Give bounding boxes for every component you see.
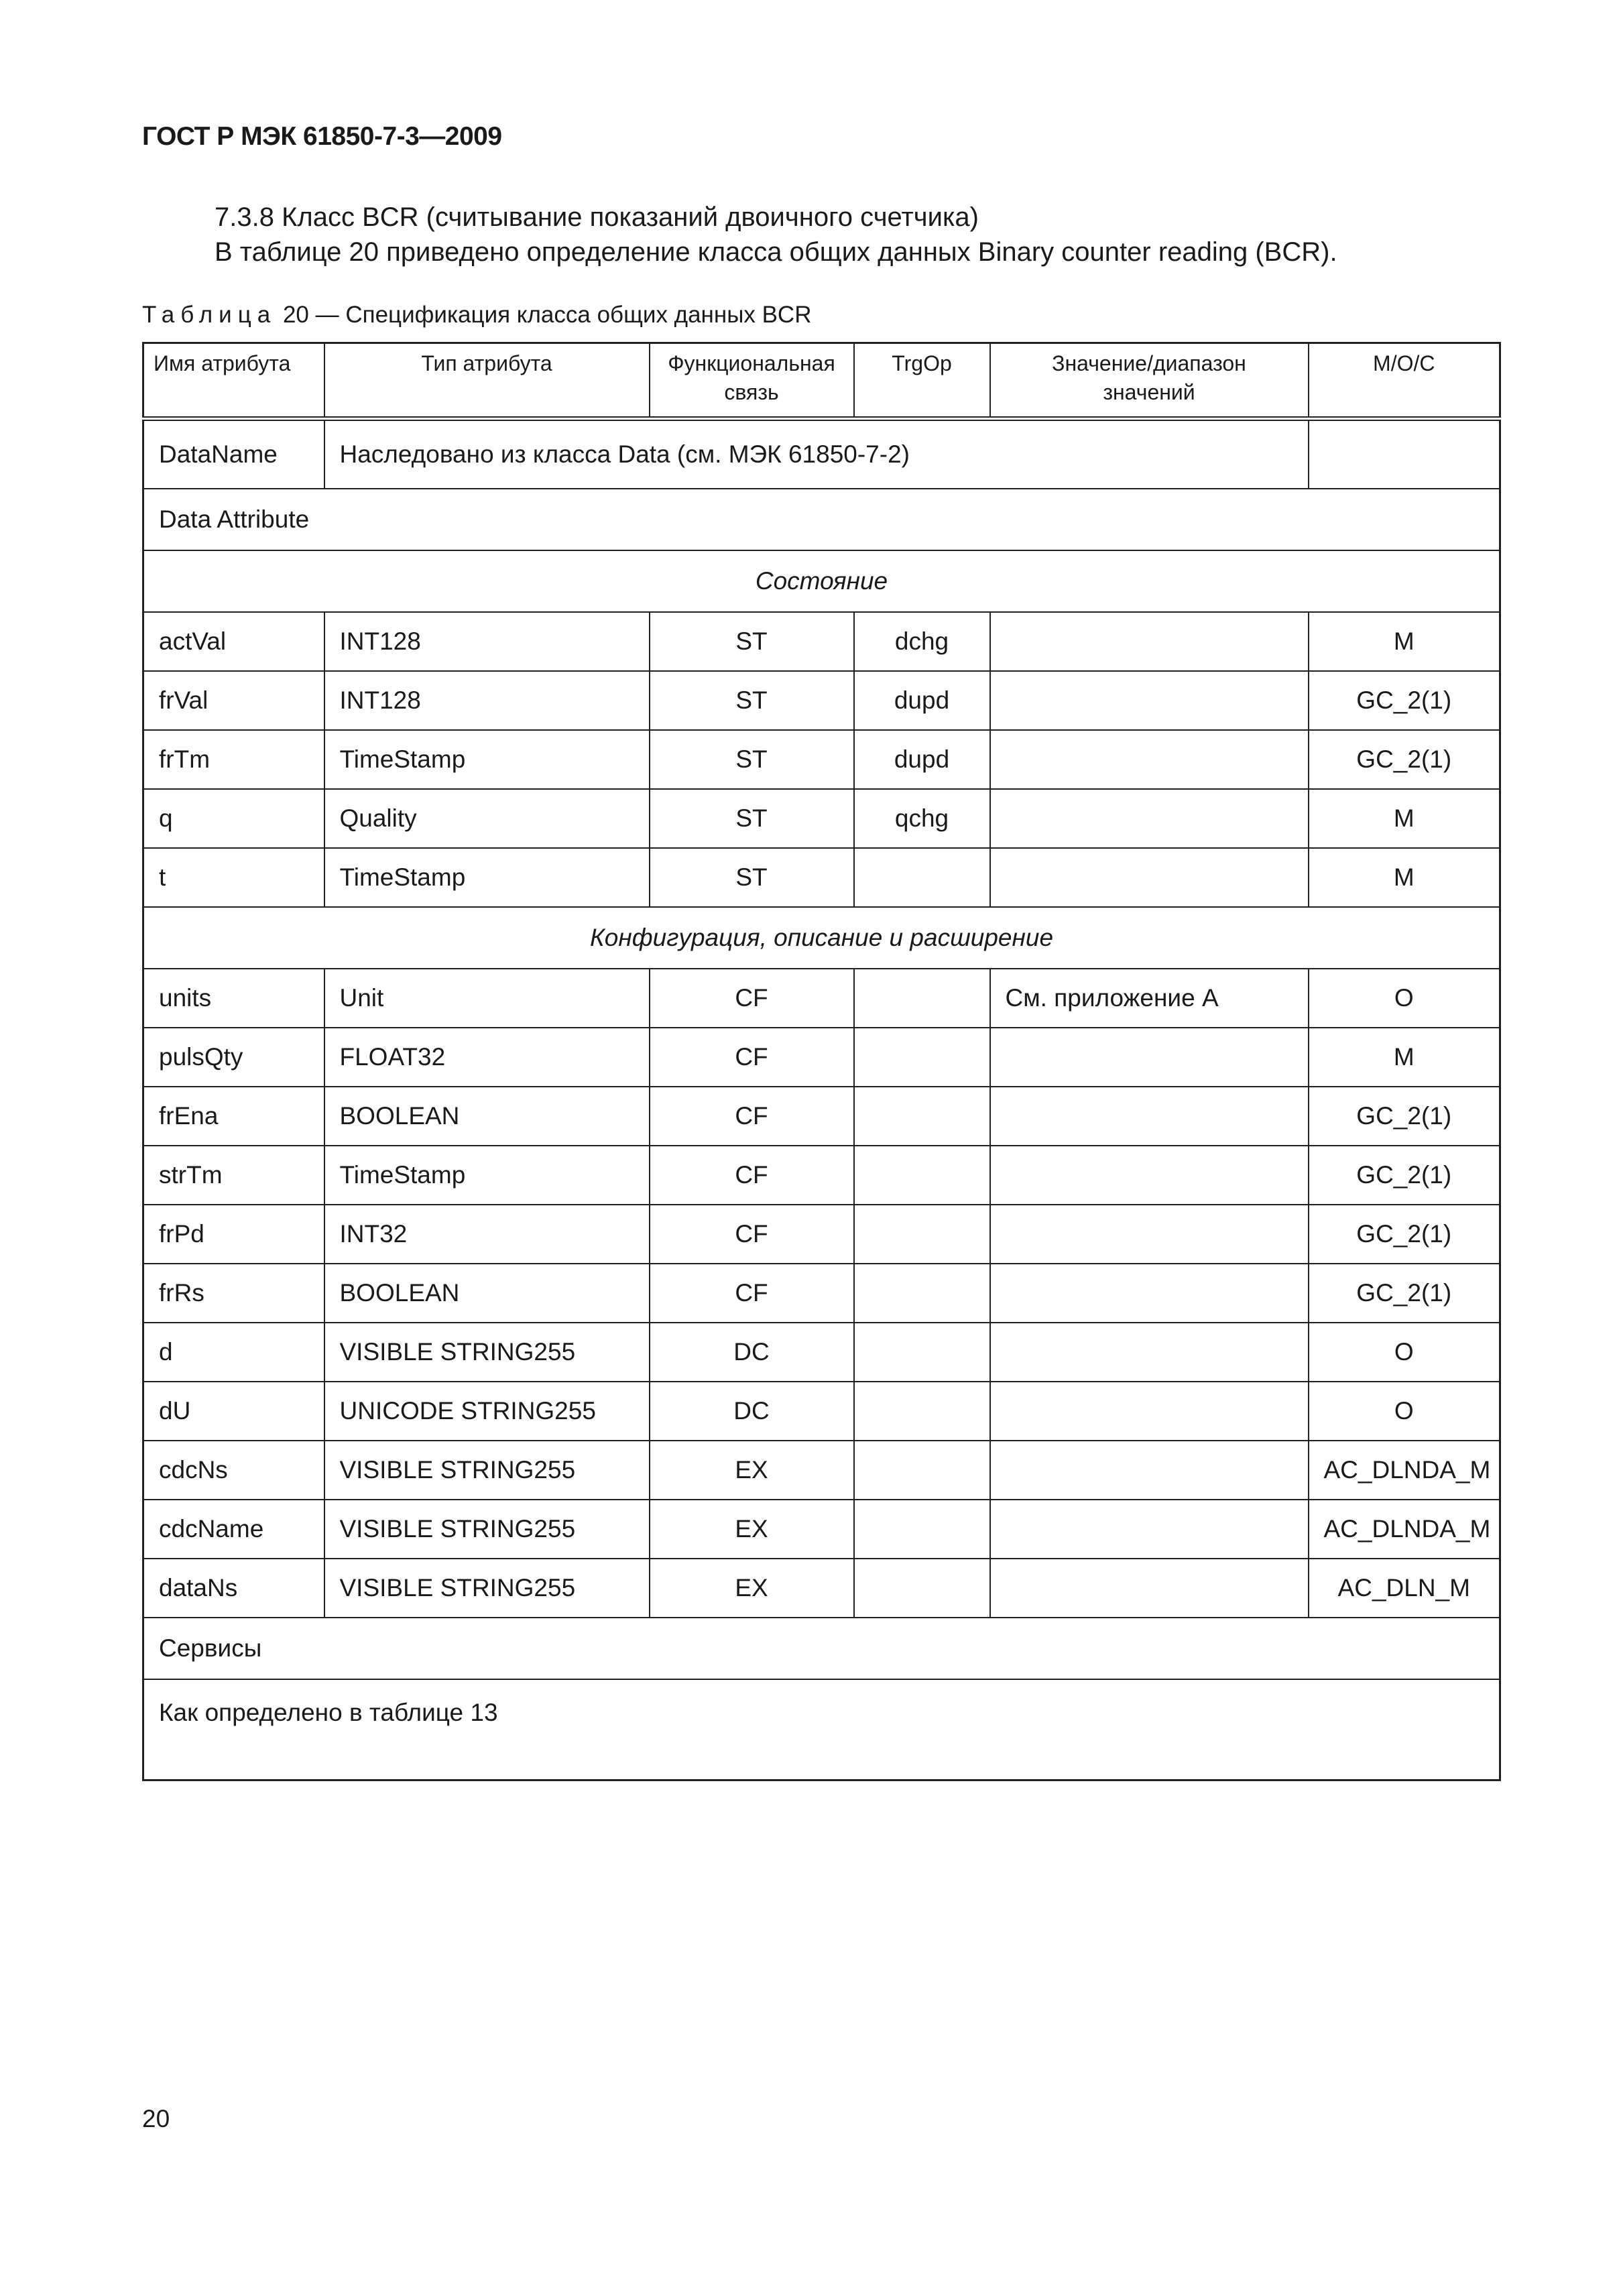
table-row	[143, 1146, 1500, 1205]
intro-paragraph: В таблице 20 приведено определение класса общих данных Binary counter reading (BCR).	[215, 237, 1337, 267]
attribute-type: INT128	[324, 612, 650, 671]
moc-cell: AC_DLNDA_M	[1309, 1441, 1500, 1500]
functional-constraint: CF	[650, 969, 854, 1028]
table-row	[143, 612, 1500, 671]
table-row	[143, 1500, 1500, 1559]
trigger-option: dupd	[854, 730, 990, 789]
functional-constraint: CF	[650, 1264, 854, 1323]
moc-cell: GC_2(1)	[1309, 730, 1500, 789]
trigger-option	[854, 1500, 990, 1559]
moc-cell: O	[1309, 1323, 1500, 1382]
trigger-option: qchg	[854, 789, 990, 848]
services-label: Сервисы	[143, 1618, 1500, 1679]
attribute-name: units	[143, 969, 324, 1028]
services-text-row	[143, 1679, 1500, 1780]
inheritance-note: Наследовано из класса Data (см. МЭК 61850-7-2)	[324, 419, 1309, 489]
trigger-option	[854, 848, 990, 907]
moc-cell	[1309, 419, 1500, 489]
trigger-option	[854, 1323, 990, 1382]
attribute-type: VISIBLE STRING255	[324, 1500, 650, 1559]
column-header: TrgOp	[854, 343, 990, 419]
trigger-option	[854, 1382, 990, 1441]
bcr-spec-table	[142, 342, 1501, 1781]
value-range	[990, 1500, 1309, 1559]
column-header: Значение/диапазон значений	[990, 343, 1309, 419]
functional-constraint: EX	[650, 1559, 854, 1618]
services-text: Как определено в таблице 13	[143, 1679, 1500, 1780]
trigger-option	[854, 1205, 990, 1264]
attribute-type: TimeStamp	[324, 730, 650, 789]
moc-cell: GC_2(1)	[1309, 1205, 1500, 1264]
attribute-name: q	[143, 789, 324, 848]
functional-constraint: CF	[650, 1205, 854, 1264]
attribute-name: actVal	[143, 612, 324, 671]
attribute-type: BOOLEAN	[324, 1087, 650, 1146]
table-caption-prefix: Таблица	[142, 302, 277, 328]
attribute-type: FLOAT32	[324, 1028, 650, 1087]
attribute-name: dataNs	[143, 1559, 324, 1618]
table-row	[143, 419, 1500, 489]
value-range	[990, 1264, 1309, 1323]
trigger-option	[854, 1146, 990, 1205]
table-header-row	[143, 343, 1500, 419]
table-row	[143, 1028, 1500, 1087]
attribute-name: dU	[143, 1382, 324, 1441]
moc-cell: AC_DLN_M	[1309, 1559, 1500, 1618]
trigger-option	[854, 1264, 990, 1323]
table-caption-text: 20 — Спецификация класса общих данных BCR	[276, 302, 812, 328]
table-row	[143, 848, 1500, 907]
attribute-type: UNICODE STRING255	[324, 1382, 650, 1441]
value-range	[990, 1441, 1309, 1500]
trigger-option: dchg	[854, 612, 990, 671]
attribute-type: VISIBLE STRING255	[324, 1559, 650, 1618]
moc-cell: GC_2(1)	[1309, 1264, 1500, 1323]
functional-constraint: ST	[650, 671, 854, 730]
functional-constraint: ST	[650, 789, 854, 848]
trigger-option	[854, 969, 990, 1028]
table-row	[143, 1441, 1500, 1500]
value-range	[990, 671, 1309, 730]
moc-cell: GC_2(1)	[1309, 1146, 1500, 1205]
attribute-name: cdcName	[143, 1500, 324, 1559]
attribute-name: frPd	[143, 1205, 324, 1264]
functional-constraint: CF	[650, 1028, 854, 1087]
trigger-option	[854, 1441, 990, 1500]
table-row	[143, 789, 1500, 848]
value-range	[990, 1382, 1309, 1441]
value-range	[990, 1087, 1309, 1146]
value-range	[990, 789, 1309, 848]
column-header: M/O/C	[1309, 343, 1500, 419]
table-row	[143, 671, 1500, 730]
section-status-label: Состояние	[143, 550, 1500, 612]
page-number: 20	[142, 2105, 170, 2132]
table-row	[143, 1087, 1500, 1146]
table-row	[143, 969, 1500, 1028]
attribute-type: INT32	[324, 1205, 650, 1264]
attribute-name: cdcNs	[143, 1441, 324, 1500]
functional-constraint: ST	[650, 730, 854, 789]
moc-cell: M	[1309, 612, 1500, 671]
value-range: См. приложение А	[990, 969, 1309, 1028]
moc-cell: AC_DLNDA_M	[1309, 1500, 1500, 1559]
attribute-type: Quality	[324, 789, 650, 848]
functional-constraint: CF	[650, 1146, 854, 1205]
moc-cell: GC_2(1)	[1309, 1087, 1500, 1146]
table-row	[143, 1559, 1500, 1618]
value-range	[990, 1205, 1309, 1264]
attribute-name: frVal	[143, 671, 324, 730]
functional-constraint: EX	[650, 1500, 854, 1559]
attribute-name: d	[143, 1323, 324, 1382]
trigger-option	[854, 1087, 990, 1146]
attribute-type: INT128	[324, 671, 650, 730]
value-range	[990, 612, 1309, 671]
column-header: Функциональная связь	[650, 343, 854, 419]
trigger-option: dupd	[854, 671, 990, 730]
services-row	[143, 1618, 1500, 1679]
attribute-type: TimeStamp	[324, 848, 650, 907]
functional-constraint: ST	[650, 848, 854, 907]
moc-cell: M	[1309, 1028, 1500, 1087]
table-caption	[142, 302, 811, 328]
attribute-name: strTm	[143, 1146, 324, 1205]
attribute-name: t	[143, 848, 324, 907]
functional-constraint: DC	[650, 1382, 854, 1441]
moc-cell: O	[1309, 969, 1500, 1028]
value-range	[990, 848, 1309, 907]
trigger-option	[854, 1028, 990, 1087]
value-range	[990, 730, 1309, 789]
table-row	[143, 730, 1500, 789]
value-range	[990, 1146, 1309, 1205]
value-range	[990, 1028, 1309, 1087]
attribute-type: TimeStamp	[324, 1146, 650, 1205]
value-range	[990, 1559, 1309, 1618]
trigger-option	[854, 1559, 990, 1618]
moc-cell: M	[1309, 789, 1500, 848]
data-attribute-label: Data Attribute	[143, 489, 1500, 550]
attribute-name: frRs	[143, 1264, 324, 1323]
data-attribute-row	[143, 489, 1500, 550]
functional-constraint: ST	[650, 612, 854, 671]
attribute-type: BOOLEAN	[324, 1264, 650, 1323]
section-config-label: Конфигурация, описание и расширение	[143, 907, 1500, 969]
functional-constraint: CF	[650, 1087, 854, 1146]
column-header: Тип атрибута	[324, 343, 650, 419]
table-row	[143, 1264, 1500, 1323]
functional-constraint: EX	[650, 1441, 854, 1500]
table-row	[143, 1205, 1500, 1264]
moc-cell: M	[1309, 848, 1500, 907]
moc-cell: O	[1309, 1382, 1500, 1441]
attribute-name: pulsQty	[143, 1028, 324, 1087]
column-header: Имя атрибута	[143, 343, 324, 419]
value-range	[990, 1323, 1309, 1382]
functional-constraint: DC	[650, 1323, 854, 1382]
attribute-type: VISIBLE STRING255	[324, 1441, 650, 1500]
attribute-type: Unit	[324, 969, 650, 1028]
attribute-type: VISIBLE STRING255	[324, 1323, 650, 1382]
attribute-name: frTm	[143, 730, 324, 789]
attribute-name: DataName	[143, 419, 324, 489]
table-row	[143, 1382, 1500, 1441]
section-heading: 7.3.8 Класс BCR (считывание показаний двоичного счетчика)	[215, 202, 979, 232]
section-row	[143, 907, 1500, 969]
table-row	[143, 1323, 1500, 1382]
moc-cell: GC_2(1)	[1309, 671, 1500, 730]
section-row	[143, 550, 1500, 612]
document-header: ГОСТ Р МЭК 61850-7-3—2009	[142, 122, 502, 151]
attribute-name: frEna	[143, 1087, 324, 1146]
